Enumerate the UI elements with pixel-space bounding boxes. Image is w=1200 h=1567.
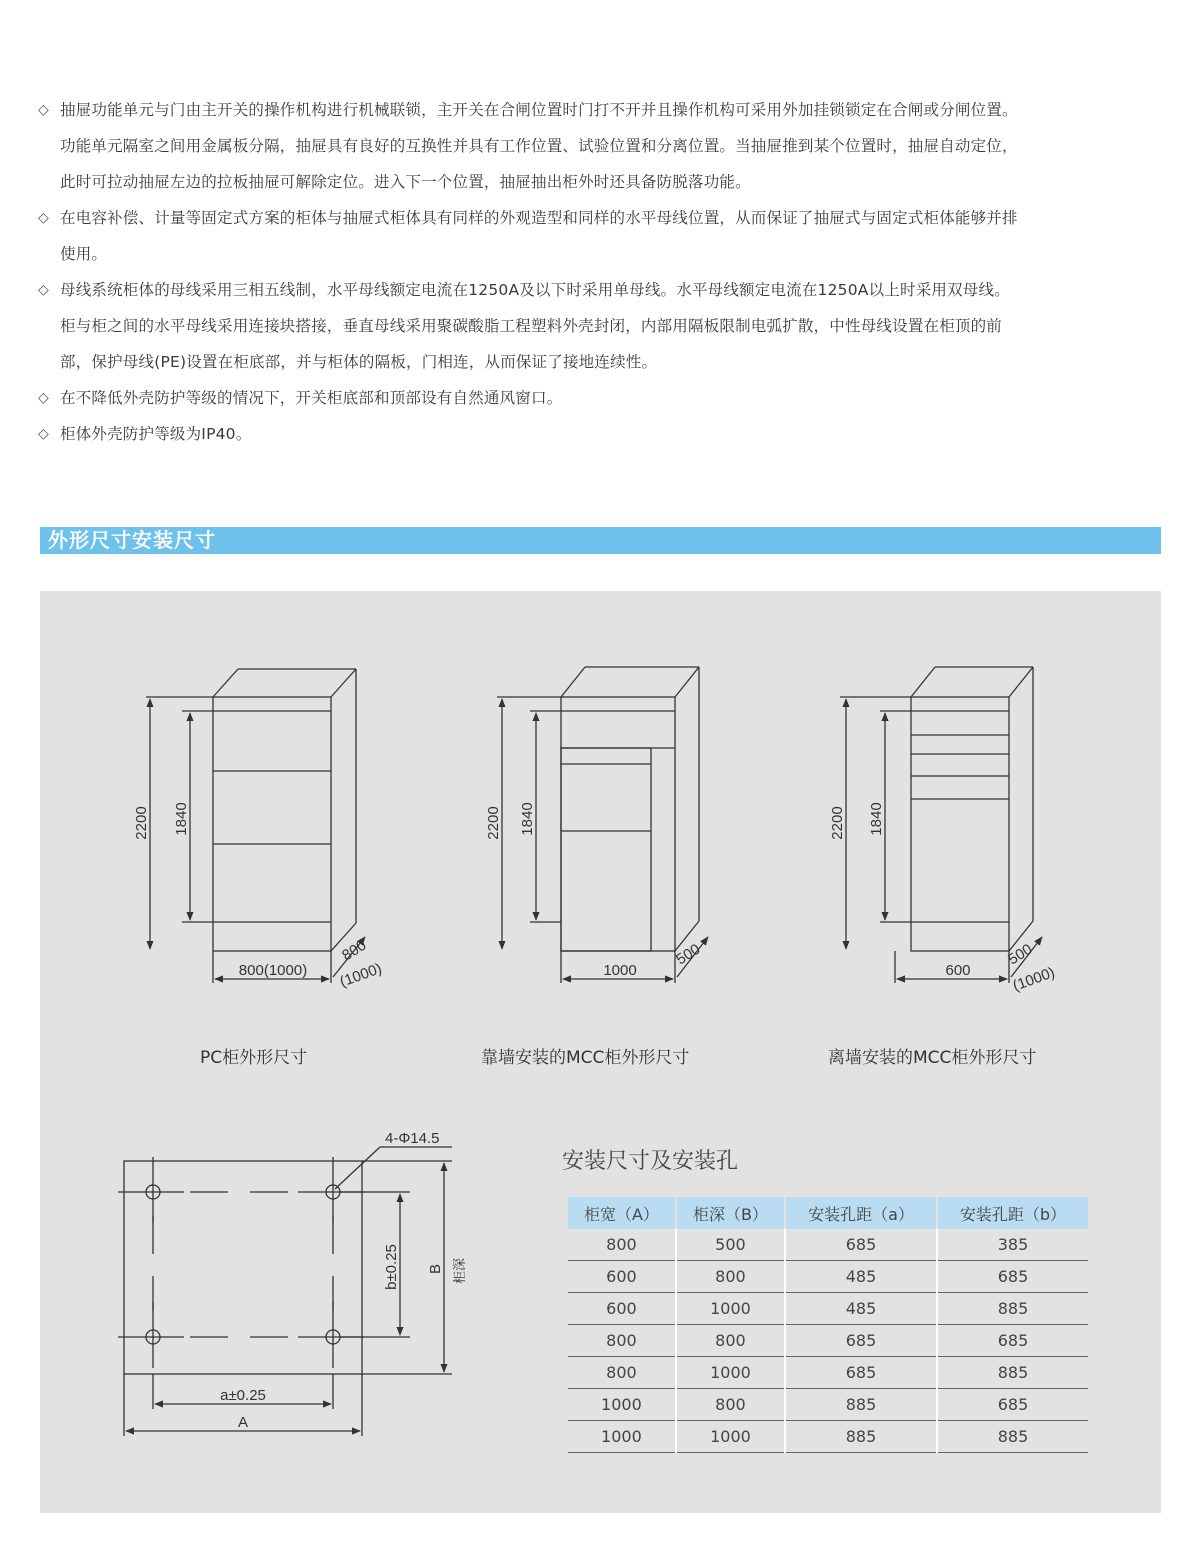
b-label: b±0.25 [383, 1244, 400, 1290]
table-row [568, 1421, 1088, 1453]
diamond-bullet-icon: ◇ [38, 390, 49, 406]
table-row [568, 1229, 1088, 1261]
table-header-row [568, 1197, 1088, 1229]
table-cell: 885 [937, 1421, 1088, 1453]
height-label: 2200 [133, 806, 150, 840]
depth-alt-label: (1000) [337, 959, 385, 991]
table-cell: 685 [785, 1325, 937, 1357]
feature-text: 部，保护母线(PE)设置在柜底部，并与柜体的隔板，门相连，从而保证了接地连续性。 [60, 353, 658, 371]
mounting-hole-plan [118, 1147, 452, 1436]
column-header: 安装孔距（b） [937, 1197, 1088, 1229]
table-cell: 1000 [676, 1357, 785, 1389]
diamond-bullet-icon: ◇ [38, 102, 49, 118]
cabinet-caption: 靠墙安装的MCC柜外形尺寸 [481, 1048, 690, 1068]
feature-item [38, 272, 1168, 380]
feature-text: 此时可拉动抽屉左边的拉板抽屉可解除定位。进入下一个位置，抽屉抽出柜外时还具备防脱落功能。 [60, 173, 751, 191]
table-cell: 885 [785, 1389, 937, 1421]
column-header: 安装孔距（a） [785, 1197, 937, 1229]
table-cell: 885 [785, 1421, 937, 1453]
table-cell: 800 [568, 1229, 676, 1261]
table-cell: 685 [937, 1389, 1088, 1421]
mounting-hole [118, 1302, 184, 1368]
depth-alt-label: (1000) [1010, 963, 1058, 995]
a-label: a±0.25 [220, 1387, 266, 1404]
section-header [40, 527, 1161, 554]
cabinet-front [213, 697, 331, 951]
table-cell: 1000 [568, 1421, 676, 1453]
table-cell: 1000 [676, 1421, 785, 1453]
table-cell: 1000 [568, 1389, 676, 1421]
feature-text: 母线系统柜体的母线采用三相五线制，水平母线额定电流在1250A及以下时采用单母线。水平母线额定电流在1250A以上时采用双母线。 [60, 281, 1010, 299]
table-cell: 685 [785, 1229, 937, 1261]
depth-label: 500 [1005, 940, 1036, 969]
table-row [568, 1357, 1088, 1389]
feature-text: 柜与柜之间的水平母线采用连接块搭接，垂直母线采用聚碳酸脂工程塑料外壳封闭，内部用隔板限制电弧扩散，中性母线设置在柜顶的前 [60, 317, 1003, 335]
feature-text: 在电容补偿、计量等固定式方案的柜体与抽屉式柜体具有同样的外观造型和同样的水平母线位置，从而保证了抽屉式与固定式柜体能够并排 [60, 209, 1018, 227]
mounting-hole [118, 1157, 184, 1223]
feature-text: 在不降低外壳防护等级的情况下，开关柜底部和顶部设有自然通风窗口。 [60, 389, 563, 407]
diamond-bullet-icon: ◇ [38, 426, 49, 442]
table-cell: 800 [676, 1261, 785, 1293]
feature-text: 柜体外壳防护等级为IP40。 [60, 425, 252, 443]
table-cell: 885 [937, 1293, 1088, 1325]
table-cell: 1000 [676, 1293, 785, 1325]
feature-text: 功能单元隔室之间用金属板分隔，抽屉具有良好的互换性并具有工作位置、试验位置和分离位置。当抽屉推到某个位置时，抽屉自动定位， [60, 137, 1018, 155]
feature-item [38, 200, 1168, 272]
table-row [568, 1389, 1088, 1421]
column-header: 柜宽（A） [568, 1197, 676, 1229]
table-cell: 685 [937, 1325, 1088, 1357]
depth-label: 800 [339, 936, 370, 965]
depth-label: 500 [673, 940, 704, 969]
feature-text: 使用。 [60, 245, 108, 263]
table-cell: 500 [676, 1229, 785, 1261]
feature-item [38, 416, 1168, 452]
width-label: 1000 [603, 962, 637, 979]
inner-height-label: 1840 [173, 802, 190, 836]
mounting-hole [298, 1302, 364, 1368]
mounting-table [568, 1197, 1088, 1453]
table-cell: 600 [568, 1261, 676, 1293]
table-cell: 800 [676, 1325, 785, 1357]
width-label: 600 [945, 962, 971, 979]
table-cell: 685 [937, 1261, 1088, 1293]
cabinet-caption: PC柜外形尺寸 [200, 1048, 308, 1068]
table-cell: 800 [568, 1325, 676, 1357]
table-row [568, 1261, 1088, 1293]
table-cell: 800 [568, 1357, 676, 1389]
table-row [568, 1293, 1088, 1325]
table-cell: 385 [937, 1229, 1088, 1261]
table-cell: 485 [785, 1261, 937, 1293]
feature-item [38, 92, 1168, 200]
A-label: A [237, 1414, 249, 1431]
holes-label: 4-Φ14.5 [385, 1130, 440, 1147]
table-row [568, 1325, 1088, 1357]
mounting-hole [298, 1157, 364, 1223]
height-label: 2200 [829, 806, 846, 840]
cabinet-caption: 离墙安装的MCC柜外形尺寸 [828, 1048, 1037, 1068]
table-cell: 685 [785, 1357, 937, 1389]
diamond-bullet-icon: ◇ [38, 210, 49, 226]
inner-height-label: 1840 [868, 802, 885, 836]
B-note: 柜深 [452, 1257, 467, 1285]
feature-item [38, 380, 1168, 416]
table-cell: 800 [676, 1389, 785, 1421]
table-cell: 600 [568, 1293, 676, 1325]
dimension-panel [40, 591, 1161, 1513]
width-label: 800(1000) [238, 962, 308, 979]
column-header: 柜深（B） [676, 1197, 785, 1229]
table-cell: 885 [937, 1357, 1088, 1389]
feature-list [38, 92, 1168, 452]
height-label: 2200 [485, 806, 502, 840]
cabinet-door [561, 748, 651, 951]
B-label: B [427, 1263, 444, 1275]
table-cell: 485 [785, 1293, 937, 1325]
section-title: 外形尺寸安装尺寸 [48, 528, 216, 552]
feature-text: 抽屉功能单元与门由主开关的操作机构进行机械联锁，主开关在合闸位置时门打不开并且操作机构可采用外加挂锁锁定在合闸或分闸位置。 [60, 101, 1018, 119]
diamond-bullet-icon: ◇ [38, 282, 49, 298]
inner-height-label: 1840 [519, 802, 536, 836]
table-title: 安装尺寸及安装孔 [562, 1149, 739, 1174]
cabinet-front [561, 697, 675, 951]
